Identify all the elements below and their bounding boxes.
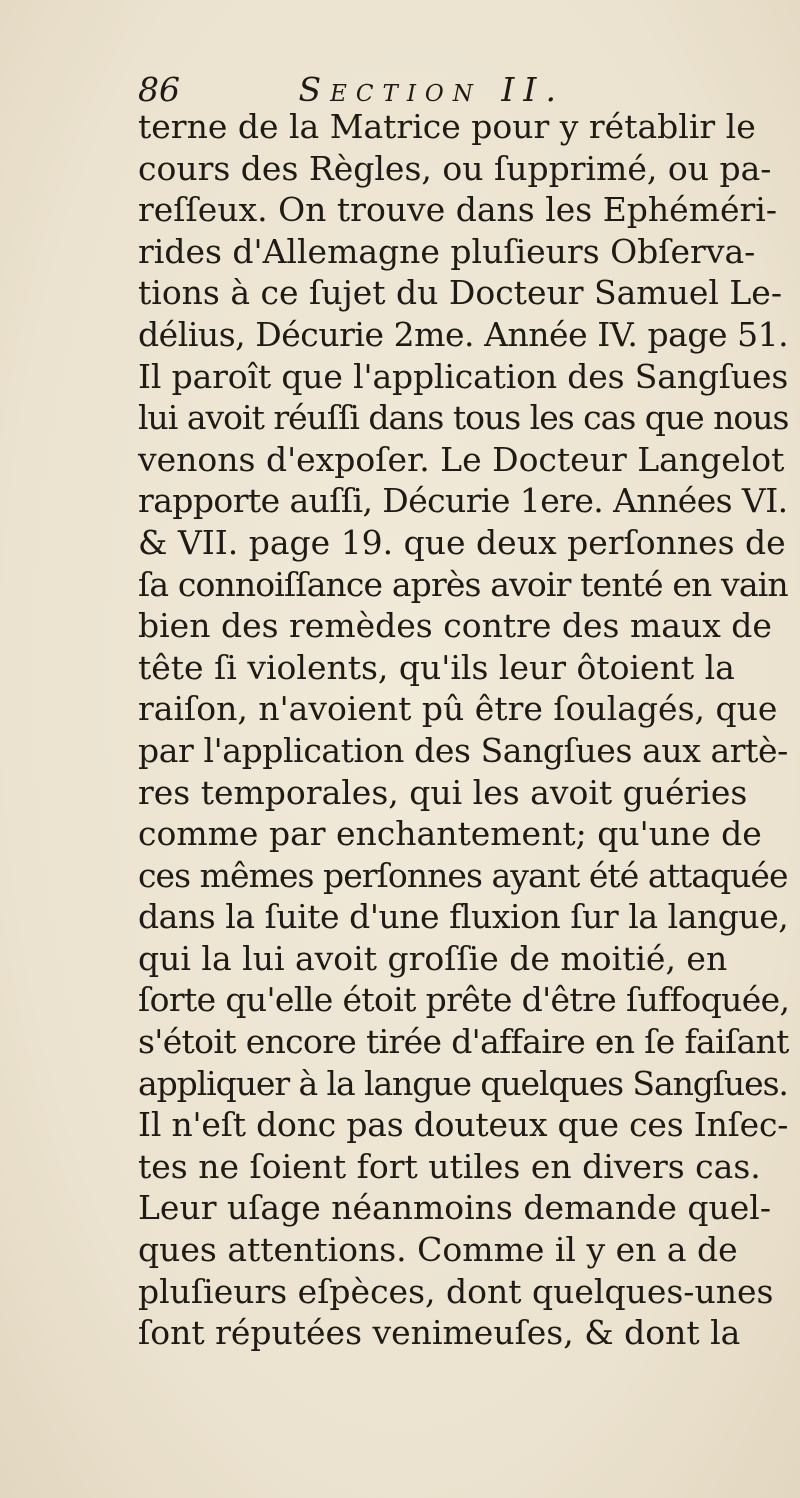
running-head xyxy=(138,70,698,110)
body-text xyxy=(138,106,798,1354)
text-line: ques attentions. Comme il y en a de xyxy=(138,1230,738,1270)
text-line: appliquer à la langue quelques Sangſues. xyxy=(138,1063,788,1103)
text-line: rides d'Allemagne pluſieurs Obſerva- xyxy=(138,231,756,271)
text-line: & VII. page 19. que deux perſonnes de xyxy=(138,522,786,562)
text-line: cours des Règles, ou ſupprimé, ou pa- xyxy=(138,148,772,188)
text-line: raiſon, n'avoient pû être ſoulagés, que xyxy=(138,689,778,729)
text-line: ces mêmes perſonnes ayant été attaquée xyxy=(138,855,788,895)
text-line: res temporales, qui les avoit guéries xyxy=(138,772,748,812)
text-line: lui avoit réuſſi dans tous les cas que nous xyxy=(138,398,789,438)
page-number: 86 xyxy=(138,70,180,109)
text-line: délius, Décurie 2me. Année IV. page 51. xyxy=(138,314,789,354)
text-line: ſa connoiſſance après avoir tenté en vain xyxy=(138,564,788,604)
text-line: reſſeux. On trouve dans les Ephéméri- xyxy=(138,190,778,230)
text-line: qui la lui avoit groſſie de moitié, en xyxy=(138,938,728,978)
text-line: ſorte qu'elle étoit prête d'être ſuffoquée, xyxy=(138,980,790,1020)
text-line: par l'application des Sangſues aux artè- xyxy=(138,730,788,770)
text-line: Il paroît que l'application des Sangſues xyxy=(138,356,789,396)
text-line: pluſieurs eſpèces, dont quelques-unes xyxy=(138,1271,774,1311)
text-line: terne de la Matrice pour y rétablir le xyxy=(138,107,756,146)
text-line: ſont réputées venimeuſes, & dont la xyxy=(138,1313,741,1353)
text-line: comme par enchantement; qu'une de xyxy=(138,814,762,854)
text-line: Leur uſage néanmoins demande quel- xyxy=(138,1188,771,1228)
text-line: bien des remèdes contre des maux de xyxy=(138,606,772,646)
text-line: rapporte auſſi, Décurie 1ere. Années VI. xyxy=(138,481,788,521)
section-title: Section II. xyxy=(298,70,565,109)
text-line: tions à ce ſujet du Docteur Samuel Le- xyxy=(138,273,782,313)
text-line: dans la ſuite d'une fluxion ſur la langue, xyxy=(138,897,789,937)
text-line: venons d'expoſer. Le Docteur Langelot xyxy=(138,439,785,479)
text-line: tête ſi violents, qu'ils leur ôtoient la xyxy=(138,647,735,687)
text-line: s'étoit encore tirée d'affaire en ſe faiſant xyxy=(138,1022,789,1062)
text-line: tes ne ſoient fort utiles en divers cas. xyxy=(138,1146,761,1186)
text-line: Il n'eſt donc pas douteux que ces Inſec- xyxy=(138,1105,789,1145)
